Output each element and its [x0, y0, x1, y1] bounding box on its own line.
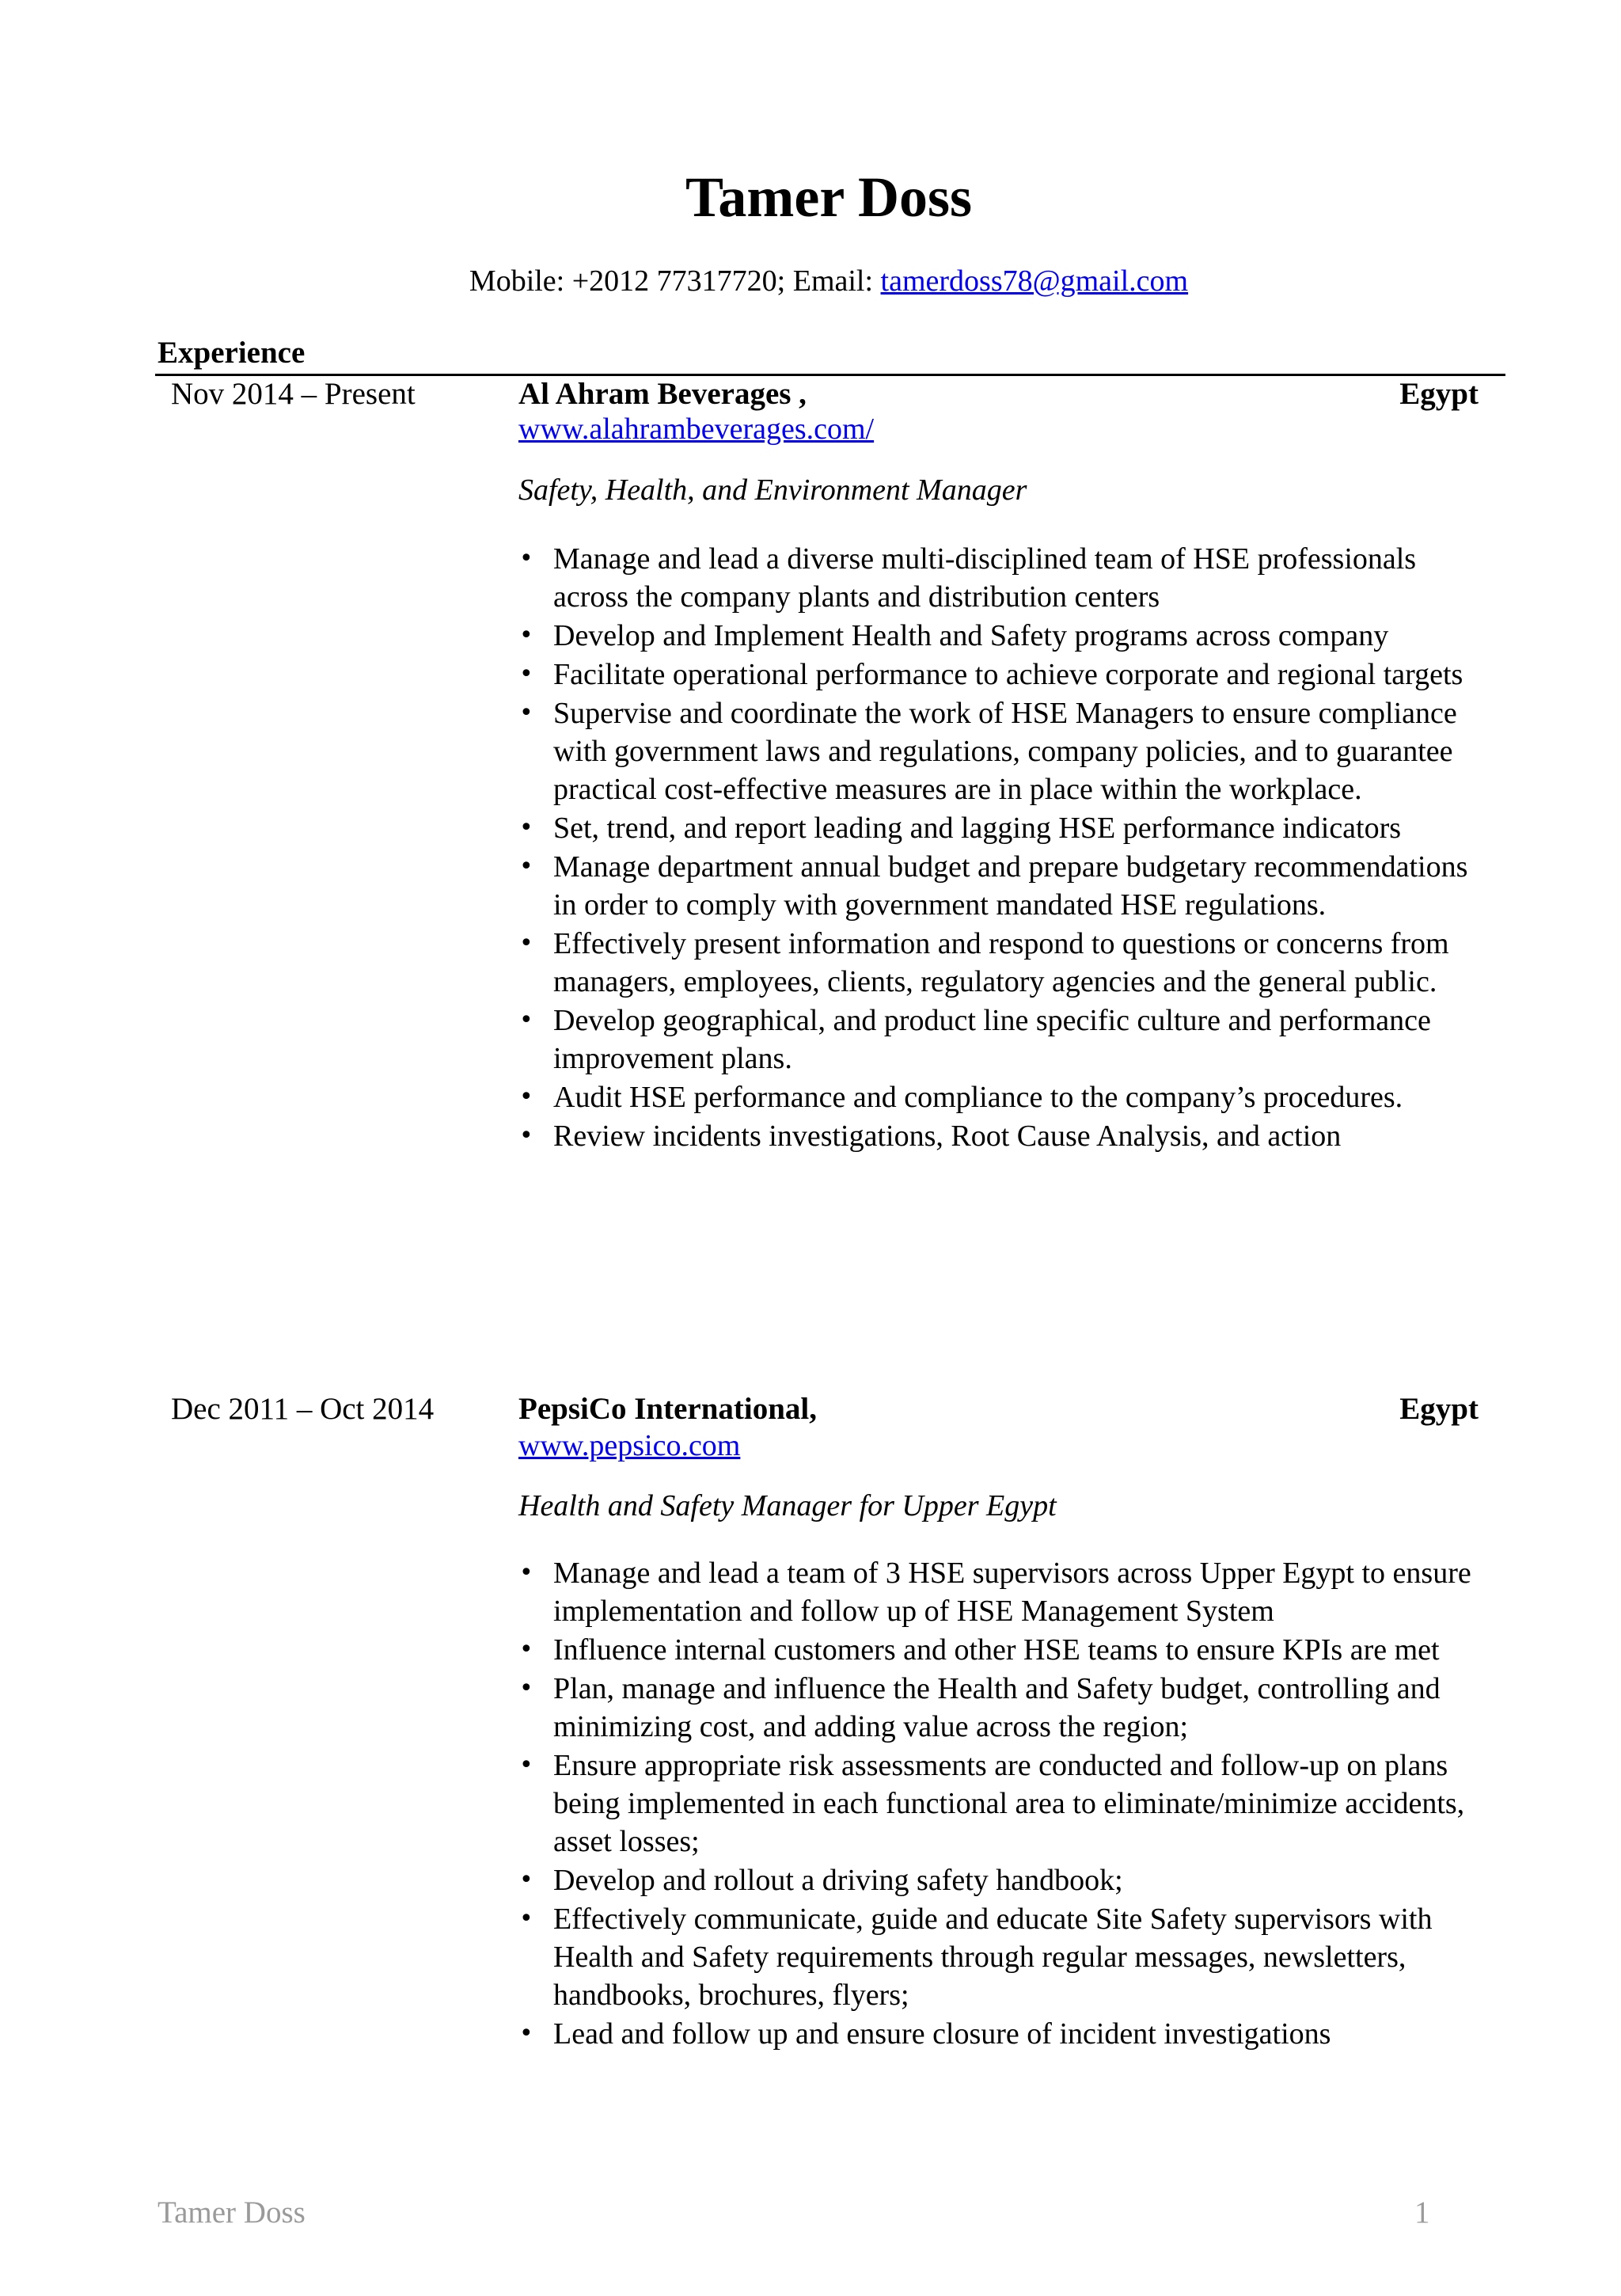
job-company: PepsiCo International,	[518, 1392, 818, 1426]
responsibility-item: • Develop and rollout a driving safety handbook;	[518, 1861, 1486, 1899]
responsibility-item: • Manage and lead a team of 3 HSE supervisors across Upper Egypt to ensure implementation and follow up of HSE Management System	[518, 1554, 1486, 1630]
candidate-name: Tamer Doss	[685, 165, 973, 229]
responsibility-item: • Influence internal customers and other HSE teams to ensure KPIs are met	[518, 1631, 1486, 1669]
responsibility-item: • Manage and lead a diverse multi-disciplined team of HSE professionals across the company plants and distribution centers	[518, 540, 1486, 616]
email-link[interactable]: tamerdoss78@gmail.com	[880, 264, 1189, 298]
email-label: Email:	[792, 264, 874, 298]
responsibility-item: • Set, trend, and report leading and lagging HSE performance indicators	[518, 809, 1486, 847]
responsibility-item: • Manage department annual budget and prepare budgetary recommendations in order to comply with government mandated HSE regulations.	[518, 848, 1486, 924]
responsibility-item: • Supervise and coordinate the work of HSE Managers to ensure compliance with government laws and regulations, company policies, and to guarantee practical cost-effective measures are in place within the workplace.	[518, 694, 1486, 808]
job-dates: Nov 2014 – Present	[171, 377, 416, 411]
job-responsibilities	[518, 1554, 1486, 2054]
responsibility-item: • Lead and follow up and ensure closure of incident investigations	[518, 2015, 1486, 2053]
responsibility-item: • Facilitate operational performance to achieve corporate and regional targets	[518, 656, 1486, 694]
responsibility-item: • Plan, manage and influence the Health and Safety budget, controlling and minimizing cost, and adding value across the region;	[518, 1670, 1486, 1746]
responsibility-item: • Develop geographical, and product line specific culture and performance improvement plans.	[518, 1002, 1486, 1078]
footer-name: Tamer Doss	[158, 2195, 306, 2229]
responsibility-item: • Effectively communicate, guide and educate Site Safety supervisors with Health and Safety requirements through regular messages, newsletters, handbooks, brochures, flyers;	[518, 1900, 1486, 2014]
job-dates: Dec 2011 – Oct 2014	[171, 1392, 435, 1426]
section-title-experience: Experience	[158, 336, 306, 370]
job-country: Egypt	[1399, 377, 1479, 411]
job-role: Health and Safety Manager for Upper Egypt	[518, 1489, 1057, 1522]
job-company: Al Ahram Beverages ,	[518, 377, 807, 411]
job-role: Safety, Health, and Environment Manager	[518, 473, 1027, 507]
job-responsibilities	[518, 540, 1486, 1156]
page-number: 1	[1414, 2195, 1430, 2229]
responsibility-item: • Ensure appropriate risk assessments are conducted and follow-up on plans being implemented in each functional area to eliminate/minimize accidents, asset losses;	[518, 1747, 1486, 1861]
mobile-label: Mobile:	[469, 264, 565, 298]
job-country: Egypt	[1399, 1392, 1479, 1426]
contact-line	[0, 264, 1621, 298]
company-website-link[interactable]: www.alahrambeverages.com/	[518, 412, 875, 446]
responsibility-item: • Review incidents investigations, Root Cause Analysis, and action	[518, 1117, 1486, 1155]
responsibility-item: • Develop and Implement Health and Safety programs across company	[518, 617, 1486, 655]
responsibility-item: • Audit HSE performance and compliance to the company’s procedures.	[518, 1078, 1486, 1116]
mobile-number: +2012 77317720;	[571, 264, 786, 298]
responsibility-item: • Effectively present information and respond to questions or concerns from managers, employees, clients, regulatory agencies and the general public.	[518, 925, 1486, 1001]
company-website-link[interactable]: www.pepsico.com	[518, 1429, 741, 1462]
